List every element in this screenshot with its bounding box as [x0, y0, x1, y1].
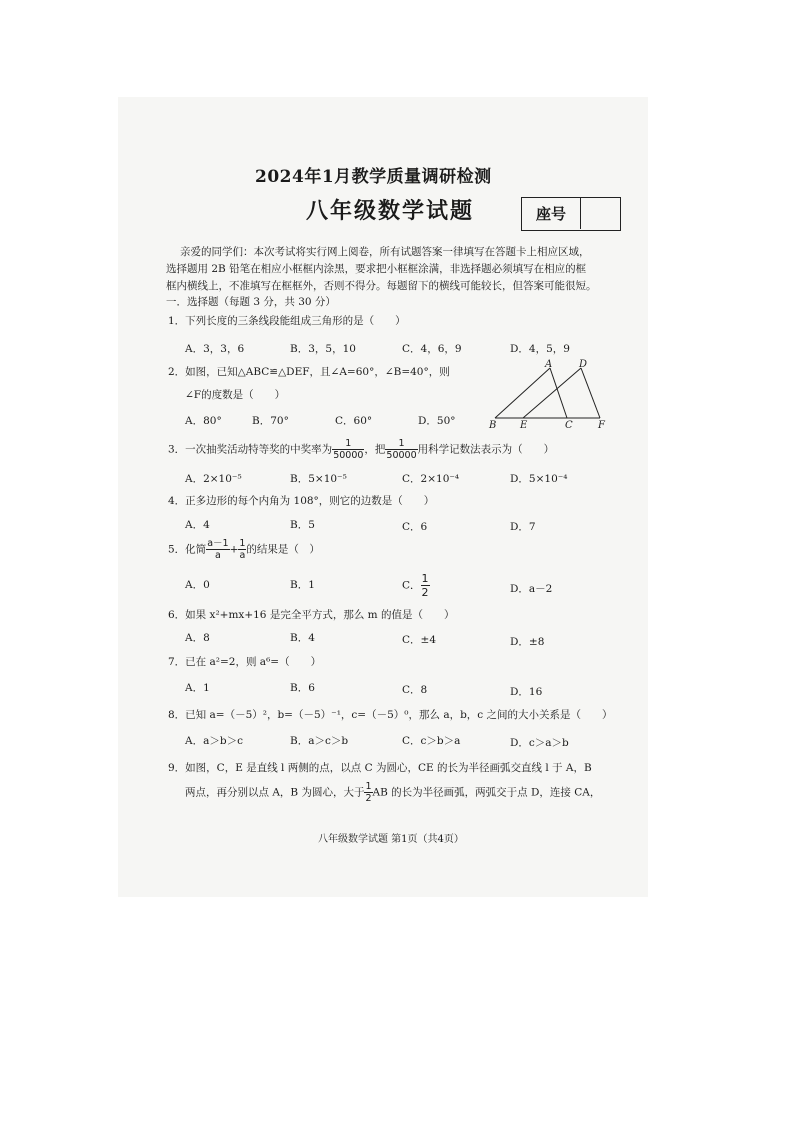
q7-option-b[interactable]: B．6	[290, 682, 315, 694]
q3-fraction-1	[332, 438, 364, 461]
q7-option-d[interactable]: D．16	[510, 686, 543, 698]
q2-option-d[interactable]: D．50°	[418, 415, 456, 427]
q5-plus: +	[229, 543, 239, 556]
q6-option-d[interactable]: D．±8	[510, 636, 545, 648]
q5-stem-post: 的结果是（ ）	[246, 543, 320, 556]
section-heading: 一．选择题（每题 3 分，共 30 分）	[166, 296, 336, 308]
intro-line-2: 选择题用 2B 铅笔在相应小框框内涂黑，要求把小框框涂满，非选择题必须填写在相应的框	[166, 263, 587, 275]
q9-line-2	[185, 781, 600, 804]
fig-label-e: E	[520, 420, 528, 430]
q4-option-c[interactable]: C．6	[402, 521, 428, 533]
q8-option-b[interactable]: B．a＞c＞b	[290, 735, 349, 747]
q2-triangle-figure	[485, 358, 610, 430]
q3-frac1-num: 1	[332, 438, 364, 450]
q4-stem: 4．正多边形的每个内角为 108°，则它的边数是（ ）	[168, 495, 435, 507]
q3-stem-pre: 3．一次抽奖活动特等奖的中奖率为	[168, 443, 333, 456]
q3-frac1-den: 50000	[333, 450, 364, 461]
q7-stem: 7．已在 a²=2，则 a⁶=（ ）	[168, 656, 322, 668]
q3-option-a[interactable]: A．2×10⁻⁵	[185, 473, 242, 485]
q6-option-b[interactable]: B．4	[290, 632, 315, 644]
q3-option-b[interactable]: B．5×10⁻⁵	[290, 473, 347, 485]
q5-fraction-1	[206, 538, 229, 561]
q9-line-1: 9．如图，C，E 是直线 l 两侧的点，以点 C 为圆心，CE 的长为半径画弧交直线 l 于 A，B	[168, 762, 592, 774]
q5-frac1-den: a	[214, 550, 221, 561]
q8-option-a[interactable]: A．a＞b＞c	[185, 735, 243, 747]
q1-option-b[interactable]: B．3，5，10	[290, 343, 356, 355]
q4-option-b[interactable]: B．5	[290, 519, 315, 531]
fig-line-ba	[495, 368, 550, 418]
q9-frac-den: 2	[365, 793, 372, 804]
q8-stem: 8．已知 a=（－5）²，b=（－5）⁻¹，c=（－5）⁰，那么 a，b，c 之间的大小关系是（ ）	[168, 709, 613, 721]
q4-option-d[interactable]: D．7	[510, 521, 536, 533]
q2-option-c[interactable]: C．60°	[335, 415, 373, 427]
q3-frac2-den: 50000	[386, 450, 417, 461]
q5-option-c[interactable]	[402, 572, 430, 599]
q9-line-2-pre: 两点，再分别以点 A，B 为圆心，大于	[185, 786, 365, 799]
q5-option-c-num: 1	[421, 572, 429, 585]
fig-label-b: B	[489, 420, 497, 430]
q3-option-c[interactable]: C．2×10⁻⁴	[402, 473, 460, 485]
q1-option-d[interactable]: D．4，5，9	[510, 343, 570, 355]
q5-option-a[interactable]: A．0	[185, 579, 210, 591]
q5-frac2-num: 1	[239, 538, 246, 549]
q1-option-a[interactable]: A．3，3，6	[185, 343, 245, 355]
q3-stem	[168, 438, 554, 461]
q4-option-a[interactable]: A．4	[185, 519, 210, 531]
q5-option-c-fraction	[421, 572, 430, 599]
fig-label-f: F	[598, 420, 605, 430]
q3-fraction-2	[385, 438, 417, 461]
q6-option-c[interactable]: C．±4	[402, 634, 437, 646]
q3-stem-mid: ，把	[364, 443, 386, 456]
q6-stem: 6．如果 x²+mx+16 是完全平方式，那么 m 的值是（ ）	[168, 609, 455, 621]
seat-label: 座号	[522, 198, 581, 229]
q2-option-b[interactable]: B．70°	[252, 415, 289, 427]
q3-frac2-num: 1	[385, 438, 417, 450]
q5-option-d[interactable]: D．a－2	[510, 583, 553, 595]
page-footer: 八年级数学试题 第1页（共4页）	[318, 834, 464, 845]
q5-option-b[interactable]: B．1	[290, 579, 315, 591]
q2-stem-line2: ∠F的度数是（ ）	[185, 389, 286, 401]
fig-line-df	[581, 368, 600, 418]
intro-line-3: 框内横线上，不准填写在框框外，否则不得分。每题留下的横线可能较长，但答案可能很短。	[166, 280, 597, 292]
q5-frac2-den: a	[239, 550, 246, 561]
q2-option-a[interactable]: A．80°	[185, 415, 222, 427]
q6-option-a[interactable]: A．8	[185, 632, 210, 644]
fig-label-a: A	[545, 359, 553, 370]
q7-option-a[interactable]: A．1	[185, 682, 210, 694]
fig-label-c: C	[565, 420, 573, 430]
q5-option-c-den: 2	[421, 586, 429, 599]
q9-line-2-post: AB 的长为半径画弧，两弧交于点 D，连接 CA，	[372, 786, 601, 799]
q9-frac-num: 1	[365, 781, 372, 792]
q5-option-c-label: C．	[402, 579, 421, 592]
q1-stem: 1．下列长度的三条线段能组成三角形的是（ ）	[168, 315, 406, 327]
q7-option-c[interactable]: C．8	[402, 684, 428, 696]
q8-option-c[interactable]: C．c＞b＞a	[402, 735, 461, 747]
fig-label-d: D	[579, 359, 588, 370]
fig-line-ed	[523, 368, 581, 418]
q3-stem-post: 用科学记数法表示为（ ）	[417, 443, 555, 456]
intro-line-1: 亲爱的同学们：本次考试将实行网上阅卷，所有试题答案一律填写在答题卡上相应区域，	[180, 246, 590, 258]
q3-option-d[interactable]: D．5×10⁻⁴	[510, 473, 568, 485]
q1-option-c[interactable]: C．4，6，9	[402, 343, 462, 355]
exam-title: 2024年1月教学质量调研检测	[255, 167, 492, 187]
q8-option-d[interactable]: D．c＞a＞b	[510, 737, 569, 749]
seat-number-box[interactable]	[521, 197, 621, 231]
q2-stem: 2．如图，已知△ABC≌△DEF，且∠A=60°，∠B=40°，则	[168, 366, 450, 378]
exam-subtitle: 八年级数学试题	[306, 198, 475, 224]
q9-fraction	[364, 781, 372, 804]
q5-frac1-num: a－1	[207, 538, 229, 549]
q5-stem-pre: 5．化简	[168, 543, 207, 556]
q5-stem	[168, 538, 320, 561]
